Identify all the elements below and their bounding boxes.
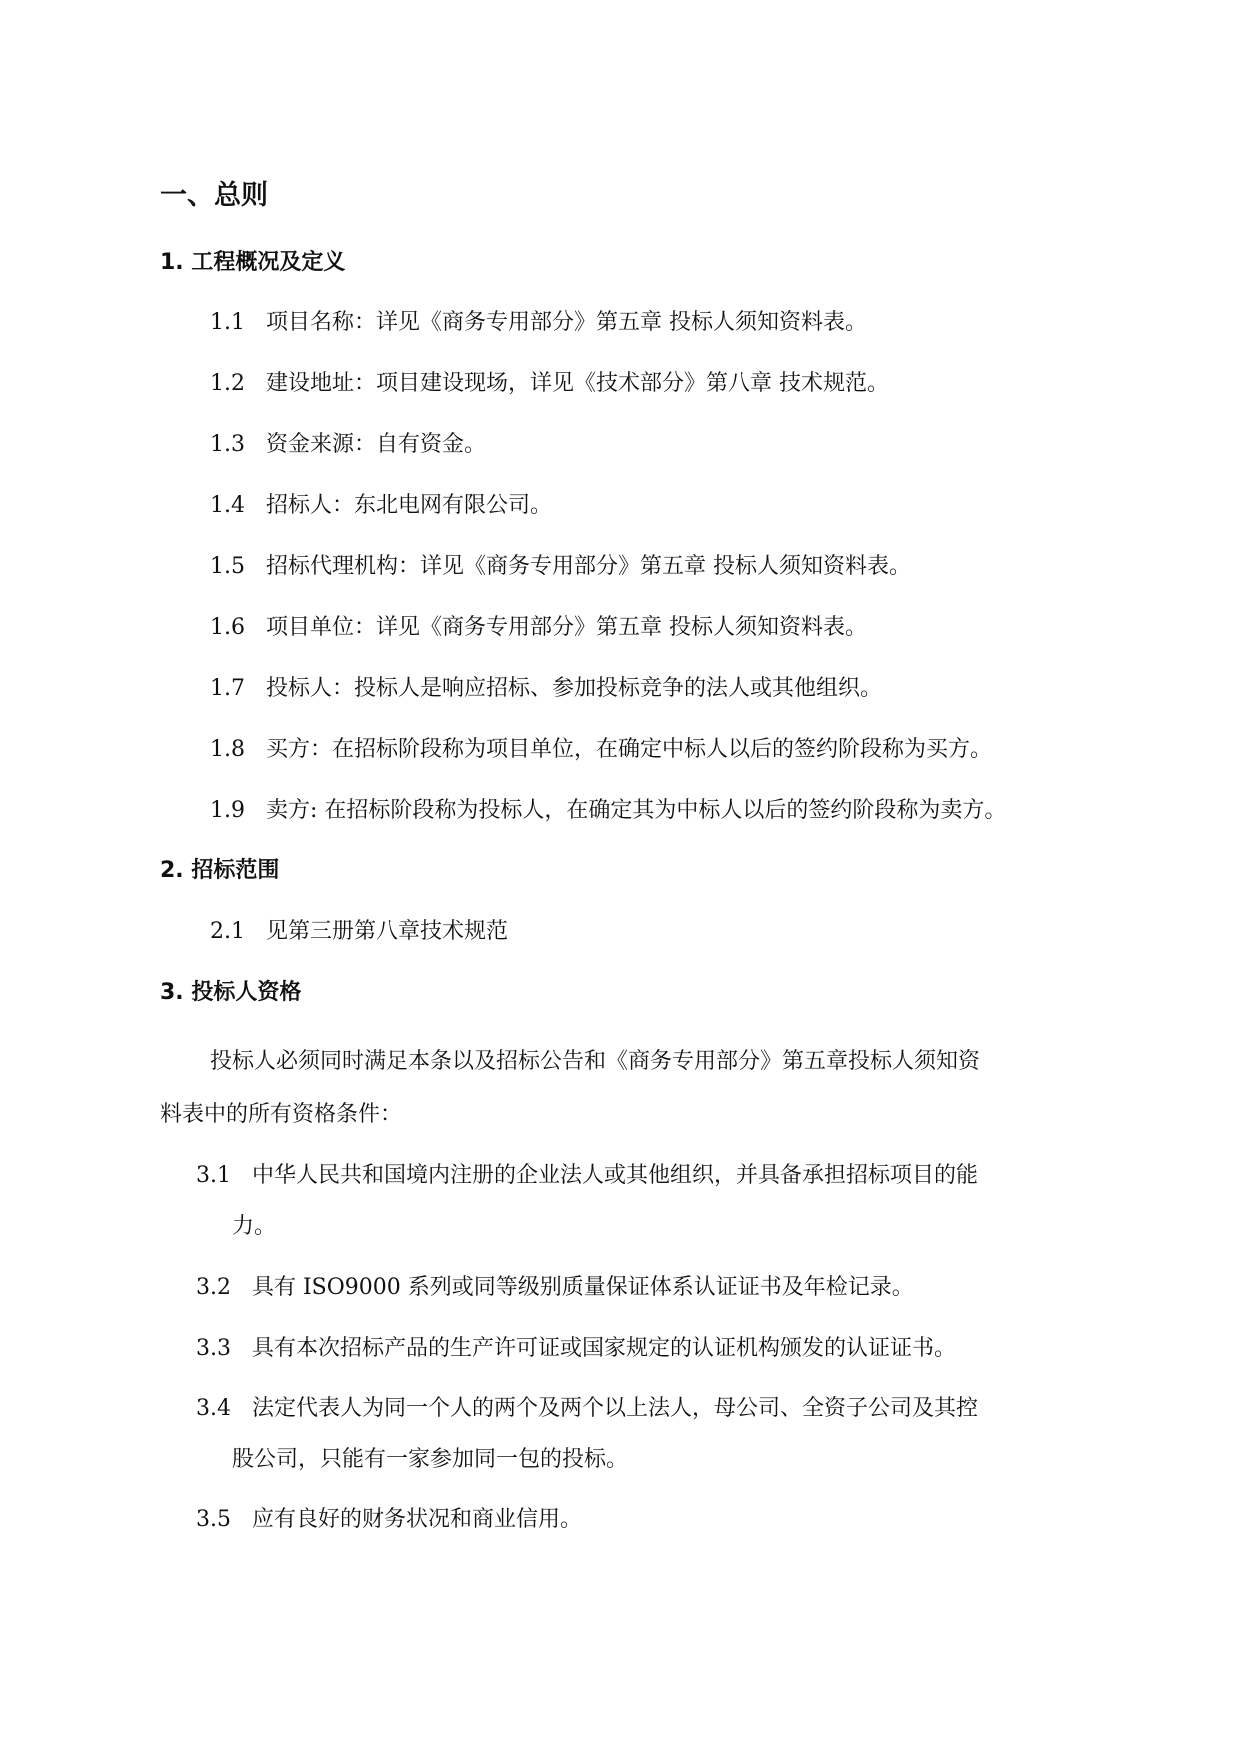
clause-1-5 — [210, 552, 911, 582]
clause-text: 具有 ISO9000 系列或同等级别质量保证体系认证证书及年检记录。 — [252, 1275, 914, 1300]
heading-2: 2. 招标范围 — [160, 858, 280, 883]
clause-number: 1.6 — [210, 615, 245, 640]
clause-1-2 — [210, 369, 889, 399]
section-title: 一、总则 — [160, 180, 268, 211]
clause-3-4 — [196, 1394, 978, 1424]
clause-text: 项目名称：详见《商务专用部分》第五章 投标人须知资料表。 — [266, 310, 867, 335]
clause-number: 1.2 — [210, 371, 245, 396]
clause-number: 1.4 — [210, 493, 245, 518]
clause-1-3 — [210, 430, 486, 460]
clause-text: 见第三册第八章技术规范 — [266, 919, 509, 944]
clause-text: 应有良好的财务状况和商业信用。 — [252, 1507, 583, 1532]
clause-number: 3.1 — [196, 1163, 231, 1188]
clause-1-6 — [210, 613, 867, 643]
clause-1-7 — [210, 674, 882, 704]
clause-text: 项目单位：详见《商务专用部分》第五章 投标人须知资料表。 — [266, 615, 867, 640]
clause-3-1 — [196, 1161, 978, 1191]
clause-3-5 — [196, 1505, 582, 1535]
clause-number: 2.1 — [210, 919, 245, 944]
clause-text: 招标代理机构：详见《商务专用部分》第五章 投标人须知资料表。 — [266, 554, 911, 579]
clause-text: 买方：在招标阶段称为项目单位，在确定中标人以后的签约阶段称为买方。 — [266, 737, 993, 762]
clause-number: 1.1 — [210, 310, 245, 335]
clause-number: 1.7 — [210, 676, 245, 701]
clause-text: 招标人：东北电网有限公司。 — [266, 493, 553, 518]
clause-continuation: 力。 — [232, 1214, 277, 1239]
clause-text: 资金来源：自有资金。 — [266, 432, 487, 457]
clause-number: 3.5 — [196, 1507, 231, 1532]
clause-1-1 — [210, 308, 867, 338]
clause-1-9 — [210, 796, 1006, 826]
clause-text: 建设地址：项目建设现场，详见《技术部分》第八章 技术规范。 — [266, 371, 889, 396]
clause-text: 具有本次招标产品的生产许可证或国家规定的认证机构颁发的认证证书。 — [252, 1336, 957, 1361]
clause-text: 中华人民共和国境内注册的企业法人或其他组织，并具备承担招标项目的能 — [252, 1163, 979, 1188]
clause-number: 1.3 — [210, 432, 245, 457]
clause-text: 投标人：投标人是响应招标、参加投标竞争的法人或其他组织。 — [266, 676, 883, 701]
clause-text: 法定代表人为同一个人的两个及两个以上法人，母公司、全资子公司及其控 — [252, 1396, 979, 1421]
clause-number: 1.8 — [210, 737, 245, 762]
paragraph-line: 料表中的所有资格条件： — [160, 1102, 403, 1127]
clause-number: 3.4 — [196, 1396, 231, 1421]
clause-number: 3.3 — [196, 1336, 231, 1361]
clause-2-1 — [210, 917, 508, 947]
clause-1-4 — [210, 491, 552, 521]
clause-1-8 — [210, 735, 992, 765]
clause-3-3 — [196, 1334, 956, 1364]
clause-number: 1.9 — [210, 798, 245, 823]
clause-number: 1.5 — [210, 554, 245, 579]
clause-text: 卖方: 在招标阶段称为投标人，在确定其为中标人以后的签约阶段称为卖方。 — [266, 798, 1007, 823]
heading-1: 1. 工程概况及定义 — [160, 250, 346, 275]
paragraph-line: 投标人必须同时满足本条以及招标公告和《商务专用部分》第五章投标人须知资 — [210, 1049, 981, 1074]
heading-3: 3. 投标人资格 — [160, 980, 302, 1005]
clause-continuation: 股公司，只能有一家参加同一包的投标。 — [232, 1447, 629, 1472]
clause-number: 3.2 — [196, 1275, 231, 1300]
clause-3-2 — [196, 1273, 914, 1303]
